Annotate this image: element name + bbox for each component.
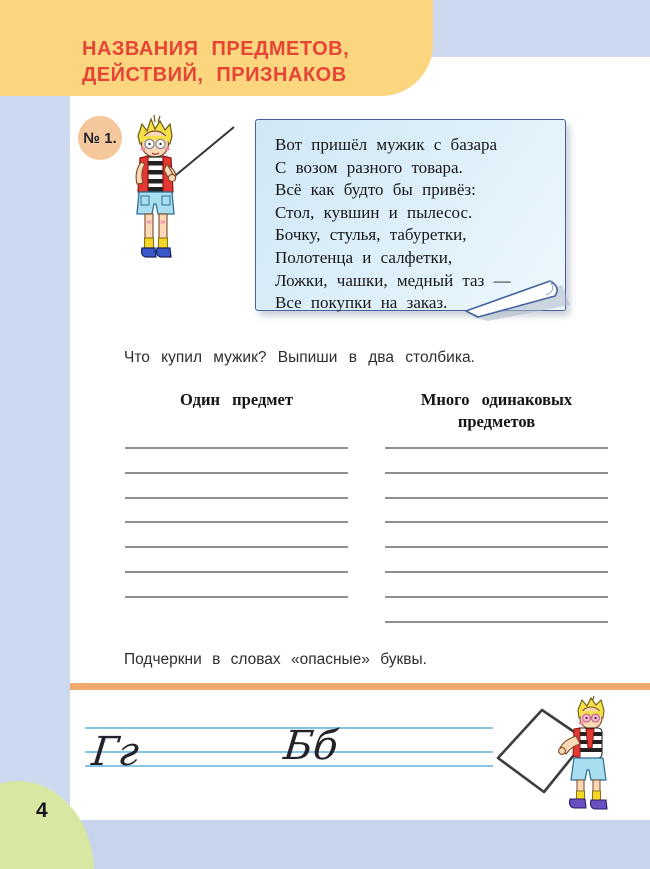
section-divider: [70, 683, 650, 690]
bottom-margin-band: [0, 820, 650, 869]
poem-line: Вот пришёл мужик с базара: [275, 135, 498, 154]
column-header-right-line1: Много одинаковых: [420, 390, 573, 409]
legs: [145, 214, 153, 240]
page-number: 4: [36, 799, 48, 822]
question-text: Что купил мужик? Выпиши в два столбика.: [124, 349, 475, 366]
writing-line: [125, 571, 348, 573]
writing-line: [125, 521, 348, 523]
writing-line: [125, 497, 348, 499]
writing-line: [385, 497, 608, 499]
writing-line: [385, 521, 608, 523]
boy-card-illustration: [490, 696, 620, 814]
cursive-sample-1: Гг: [89, 729, 142, 775]
writing-line: [125, 447, 348, 449]
poem-line: С возом разного товара.: [275, 157, 463, 177]
poem-note: [255, 119, 566, 311]
chapter-header-banner: [0, 0, 433, 96]
boy-pointer-illustration: [120, 114, 238, 264]
poem-line: Бочку, стулья, табуретки,: [275, 225, 467, 245]
hand: [559, 748, 566, 755]
red-vest: [586, 729, 594, 748]
chapter-title-line2: ДЕЙСТВИЙ, ПРИЗНАКОВ: [82, 64, 347, 86]
page-curl-icon: [462, 275, 574, 321]
poem-line: Всё как будто бы привёз:: [275, 180, 476, 200]
writing-line: [385, 571, 608, 573]
shoes: [570, 799, 587, 808]
shorts: [571, 758, 606, 780]
chapter-title-line1: НАЗВАНИЯ ПРЕДМЕТОВ,: [82, 38, 350, 60]
shoes: [142, 248, 157, 257]
top-right-margin: [430, 0, 650, 57]
hand: [168, 174, 175, 181]
writing-line: [385, 621, 608, 623]
poem-line: Полотенца и салфетки,: [275, 247, 453, 267]
corner-decoration: [0, 781, 94, 869]
writing-line: [385, 596, 608, 598]
poem-line: Стол, кувшин и пылесос.: [275, 202, 473, 222]
shorts: [137, 192, 174, 214]
writing-line: [385, 546, 608, 548]
writing-line: [125, 596, 348, 598]
column-header-right-line2: предметов: [457, 412, 536, 431]
column-header-right: [385, 389, 608, 433]
writing-line: [125, 472, 348, 474]
cursive-sample-2: Бб: [281, 723, 341, 769]
task-number-label: № 1.: [83, 129, 117, 147]
pointer-stick-icon: [170, 127, 234, 180]
poem-line: Все покупки на заказ.: [275, 293, 448, 313]
writing-line: [125, 546, 348, 548]
poem-line: Ложки, чашки, медный таз —: [275, 270, 511, 290]
column-header-left: Один предмет: [180, 390, 293, 409]
writing-line: [385, 447, 608, 449]
chapter-title: [82, 36, 349, 88]
writing-line: [385, 472, 608, 474]
task-number-badge: [78, 116, 122, 160]
socks: [145, 238, 154, 249]
left-margin: [0, 0, 70, 820]
instruction-text: Подчеркни в словах «опасные» буквы.: [124, 651, 427, 668]
